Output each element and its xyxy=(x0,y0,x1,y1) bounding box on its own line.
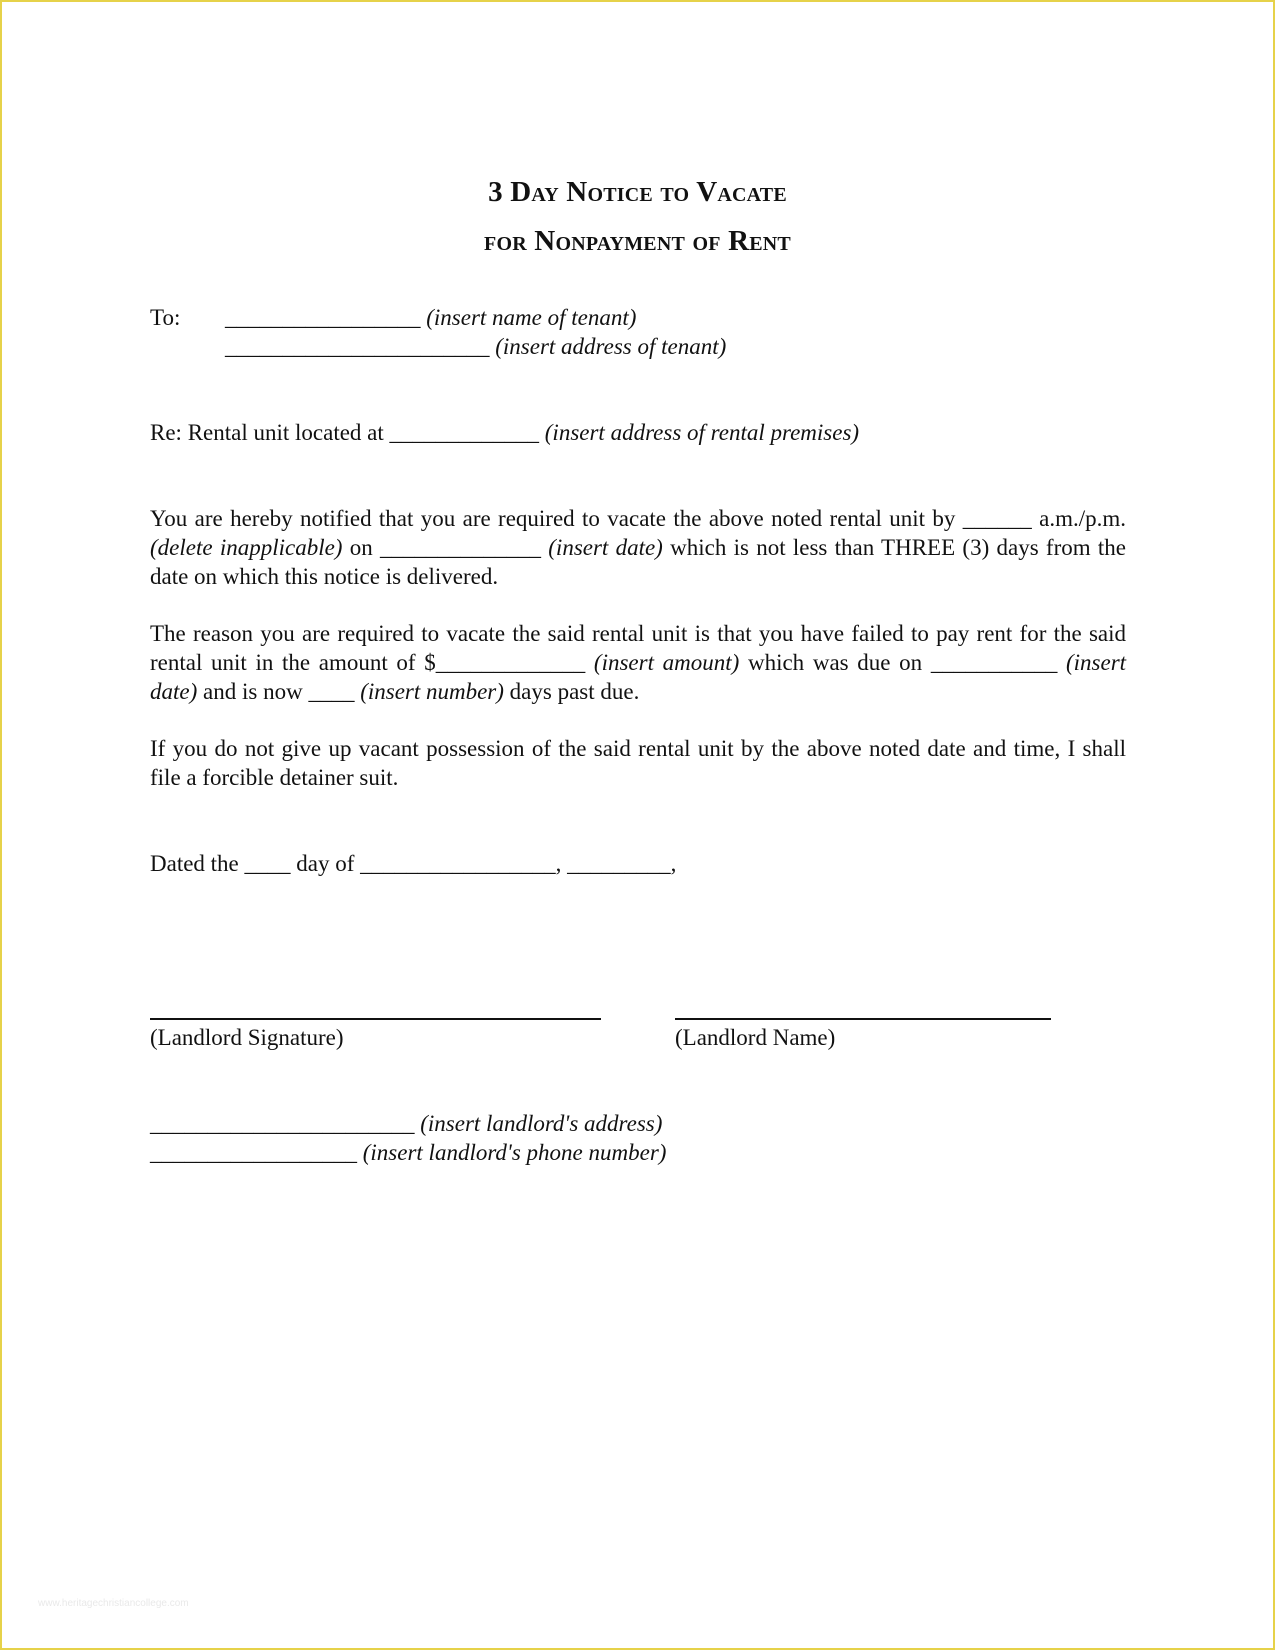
dated-day-blank[interactable]: ____ xyxy=(244,851,291,876)
vacate-date-blank[interactable]: ______________ xyxy=(380,535,541,560)
rental-address-blank[interactable]: _____________ xyxy=(389,420,540,445)
ampm-text: a.m./p.m. xyxy=(1039,506,1126,531)
to-label: To: xyxy=(150,305,181,330)
landlord-phone-line xyxy=(150,1138,666,1167)
watermark-text: www.heritagechristiancollege.com xyxy=(38,1598,189,1609)
document-title-line-1: 3 Day Notice to Vacate xyxy=(488,176,787,208)
tenant-name-line xyxy=(225,303,636,332)
paragraph-vacate-notice xyxy=(150,504,1126,591)
days-past-due-hint: (insert number) xyxy=(360,679,504,704)
para1-text-b: which is not less than THREE (3) days from the date on which this notice is delivered. xyxy=(150,535,1126,589)
landlord-phone-hint: (insert landlord's phone number) xyxy=(362,1140,667,1165)
dated-month-blank[interactable]: _________________ xyxy=(360,851,556,876)
rent-amount-hint: (insert amount) xyxy=(593,650,740,675)
landlord-address-line xyxy=(150,1109,662,1138)
dated-prefix: Dated the xyxy=(150,851,239,876)
re-line xyxy=(150,418,859,447)
due-date-hint: (insert date) xyxy=(150,650,1127,704)
dated-year-blank[interactable]: _________ xyxy=(567,851,671,876)
para2-text-b: which was due on xyxy=(747,650,923,675)
rental-address-hint: (insert address of rental premises) xyxy=(544,420,860,445)
dated-mid: day of xyxy=(296,851,355,876)
landlord-signature-label: (Landlord Signature) xyxy=(150,1025,344,1050)
landlord-signature-line[interactable] xyxy=(150,1018,601,1020)
ampm-hint: (delete inapplicable) xyxy=(150,535,343,560)
landlord-name-label: (Landlord Name) xyxy=(675,1025,836,1050)
tenant-address-hint: (insert address of tenant) xyxy=(495,334,727,359)
landlord-phone-blank[interactable]: __________________ xyxy=(150,1140,357,1165)
para2-text-d: days past due. xyxy=(509,679,640,704)
tenant-address-line xyxy=(225,332,726,361)
rent-amount-blank[interactable]: _____________ xyxy=(435,650,586,675)
landlord-name-line[interactable] xyxy=(675,1018,1051,1020)
tenant-address-blank[interactable]: _______________________ xyxy=(225,334,490,359)
landlord-address-blank[interactable]: _______________________ xyxy=(150,1111,415,1136)
re-prefix: Re: Rental unit located at xyxy=(150,420,384,445)
days-past-due-blank[interactable]: ____ xyxy=(308,679,355,704)
paragraph-reason xyxy=(150,619,1126,706)
tenant-name-hint: (insert name of tenant) xyxy=(426,305,637,330)
tenant-name-blank[interactable]: _________________ xyxy=(225,305,421,330)
dated-comma-2: , xyxy=(670,851,677,876)
dated-comma-1: , xyxy=(555,851,562,876)
dated-line xyxy=(150,849,676,878)
para2-text-c: and is now xyxy=(203,679,303,704)
due-date-blank[interactable]: ___________ xyxy=(930,650,1058,675)
para2-text-a: The reason you are required to vacate the said rental unit is that you have failed to pay rent for the said rental unit in the amount of $ xyxy=(150,621,1126,675)
para1-text-a: You are hereby notified that you are required to vacate the above noted rental unit by xyxy=(150,506,956,531)
document-title-line-2: for Nonpayment of Rent xyxy=(484,225,791,257)
on-text: on xyxy=(349,535,373,560)
vacate-time-blank[interactable]: ______ xyxy=(962,506,1032,531)
vacate-date-hint: (insert date) xyxy=(548,535,663,560)
paragraph-forcible-detainer: If you do not give up vacant possession of the said rental unit by the above noted date and time, I shall file a forcible detainer suit. xyxy=(150,736,1126,790)
landlord-address-hint: (insert landlord's address) xyxy=(420,1111,663,1136)
